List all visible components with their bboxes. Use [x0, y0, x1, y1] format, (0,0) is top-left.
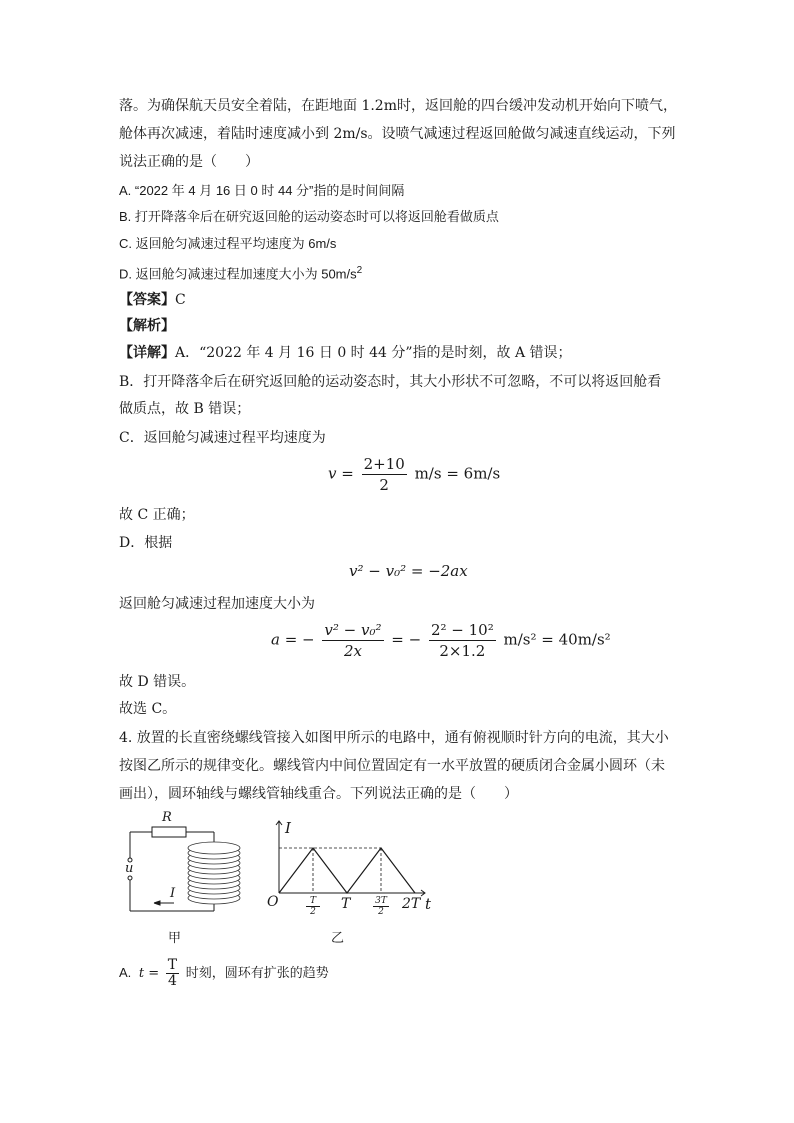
tick-half-den: 2	[310, 907, 316, 917]
tick-3half-num: 3T	[373, 896, 389, 907]
eq3-numerator2: 2² − 10²	[430, 621, 494, 639]
eq3-numerator1: v² − v₀²	[324, 621, 382, 639]
equation-kinematics: v² − v₀² = −2ax	[349, 562, 468, 580]
tick-two-period: 2T	[402, 896, 421, 912]
caption-jia: 甲	[168, 931, 182, 946]
detail-tag: 【详解】	[119, 345, 175, 361]
figure-yi-graph	[265, 815, 445, 950]
caption-yi: 乙	[331, 931, 345, 946]
equation-average-velocity	[328, 454, 500, 495]
eq1-numerator: 2+10	[363, 455, 405, 473]
detail-d-end: 故 D 错误。	[119, 674, 196, 690]
current-time-graph	[265, 815, 445, 950]
answer-tag: 【答案】	[119, 292, 175, 308]
q3-option-b: B. 打开降落伞后在研究返回舱的运动姿态时可以将返回舱看做质点	[119, 209, 499, 224]
y-axis-label: I	[285, 819, 291, 837]
q3-option-d-sup: 2	[356, 265, 363, 276]
detail-c-end: 故 C 正确；	[119, 507, 195, 523]
tick-half-period	[306, 896, 320, 917]
eq3-fraction2	[429, 620, 496, 661]
q4-option-a	[119, 958, 329, 989]
q3-option-d	[119, 261, 362, 284]
eq3-fraction1	[322, 620, 383, 661]
q3-stem-line1: 落。为确保航天员安全着陆，在距地面 1.2m时，返回舱的四台缓冲发动机开始向下喷气，	[119, 98, 677, 114]
resistor-label: R	[162, 810, 172, 825]
q3-option-c: C. 返回舱匀减速过程平均速度为 6m/s	[119, 236, 337, 251]
q3-stem-line3: 说法正确的是（ ）	[119, 154, 259, 170]
q4-stem-line1: 4. 放置的长直密绕螺线管接入如图甲所示的电路中，通有俯视顺时针方向的电流，其大小	[119, 730, 669, 746]
q3-option-d-text: D. 返回舱匀减速过程加速度大小为 50m/s	[119, 266, 357, 282]
answer-value: C	[175, 292, 186, 308]
tick-period: T	[341, 896, 351, 912]
eq3-denominator1: 2x	[343, 642, 362, 660]
eq1-rhs: m/s = 6m/s	[414, 464, 501, 483]
q4-option-a-num: T	[167, 957, 178, 973]
q4-stem-line3: 画出），圆环轴线与螺线管轴线重合。下列说法正确的是（ ）	[119, 786, 518, 802]
tick-3half-den: 2	[378, 907, 384, 917]
detail-a-line	[119, 343, 572, 363]
detail-a: A．“2022 年 4 月 16 日 0 时 44 分”指的是时刻，故 A 错误；	[175, 345, 572, 361]
q4-option-a-den: 4	[168, 973, 177, 989]
resistor-shape	[152, 827, 186, 837]
tick-half-num: T	[306, 896, 320, 907]
current-waveform	[279, 848, 415, 893]
circuit-diagram	[118, 810, 248, 950]
x-axis-label: t	[425, 895, 432, 913]
eq3-denominator2: 2×1.2	[439, 642, 486, 660]
detail-d: D．根据	[119, 535, 173, 551]
q4-option-a-var: t =	[138, 965, 160, 981]
tick-three-half-period	[373, 896, 389, 917]
q4-stem-line2: 按图乙所示的规律变化。螺线管内中间位置固定有一水平放置的硬质闭合金属小圆环（未	[119, 758, 665, 774]
detail-b1: B．打开降落伞后在研究返回舱的运动姿态时，其大小形状不可忽略，不可以将返回舱看	[119, 374, 662, 390]
q4-option-a-prefix: A.	[119, 964, 132, 980]
current-label: I	[170, 886, 176, 901]
answer-line	[119, 290, 186, 310]
solenoid-coil	[188, 842, 240, 904]
detail-c: C．返回舱匀减速过程平均速度为	[119, 430, 326, 446]
source-label: u	[125, 861, 134, 876]
q4-option-a-suffix: 时刻，圆环有扩张的趋势	[185, 964, 329, 980]
q3-option-a: A. “2022 年 4 月 16 日 0 时 44 分”指的是时间间隔	[119, 183, 405, 198]
eq3-rhs: m/s² = 40m/s²	[503, 630, 611, 649]
eq1-denominator: 2	[379, 476, 389, 494]
detail-d2: 返回舱匀减速过程加速度大小为	[119, 596, 315, 612]
eq3-mid: = −	[391, 630, 422, 649]
equation-acceleration	[271, 620, 611, 661]
detail-b2: 做质点，故 B 错误；	[119, 401, 251, 417]
analysis-line	[119, 316, 175, 336]
figure-jia-circuit	[118, 810, 248, 950]
q3-stem-line2: 舱体再次减速，着陆时速度减小到 2m/s。设喷气减速过程返回舱做匀减速直线运动，下列	[119, 126, 676, 142]
eq1-fraction	[362, 454, 407, 495]
eq1-lhs: v =	[328, 464, 354, 483]
origin-label: O	[267, 894, 279, 910]
q4-option-a-fraction	[166, 958, 179, 989]
eq3-lhs: a = −	[271, 630, 315, 649]
analysis-tag: 【解析】	[119, 318, 175, 334]
conclusion: 故选 C。	[119, 701, 177, 717]
